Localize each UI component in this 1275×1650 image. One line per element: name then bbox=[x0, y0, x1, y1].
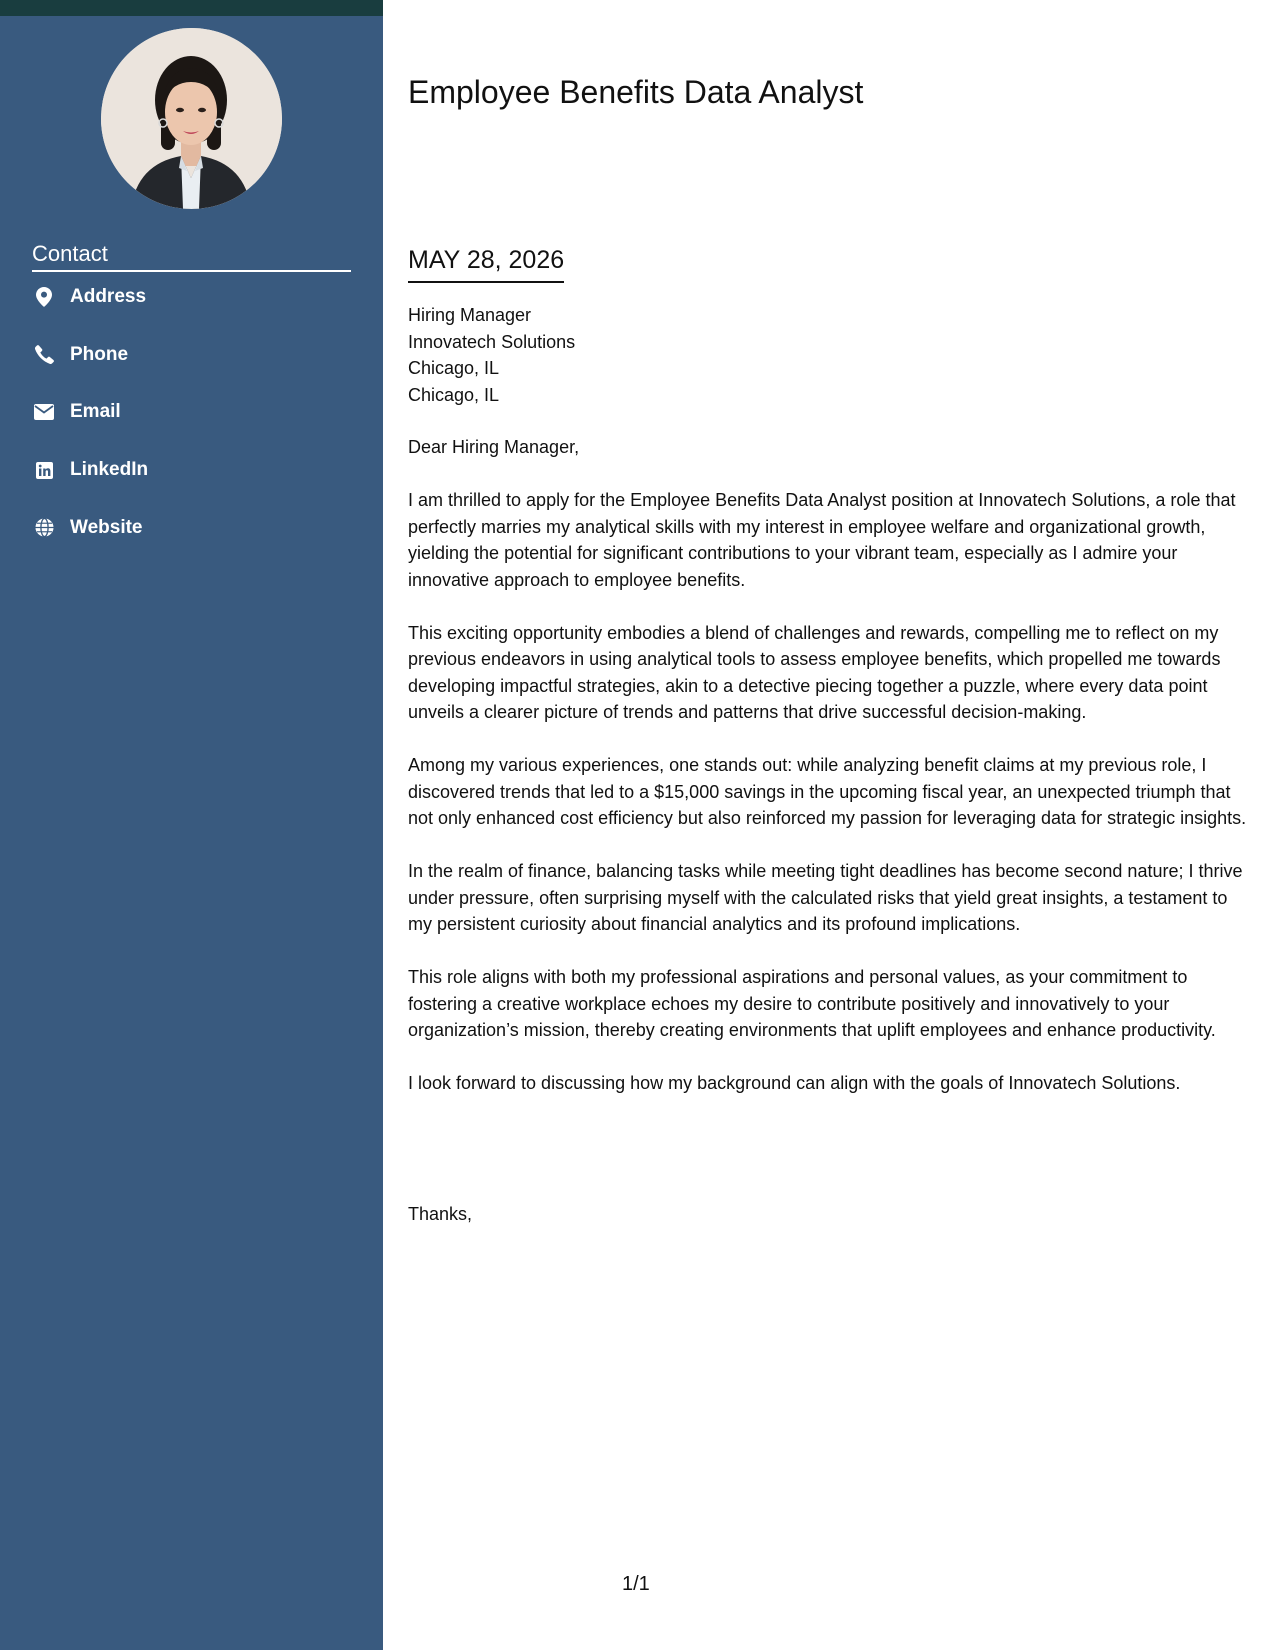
signoff: Thanks, bbox=[408, 1204, 473, 1224]
map-pin-icon bbox=[32, 285, 56, 309]
body-paragraph: This role aligns with both my professional aspirations and personal values, as your commitment to fostering a creative workplace echoes my desire to contribute positively and innovatively to your organization’s mission, thereby creating environments that uplift employees and enhance productivity. bbox=[408, 967, 1216, 1040]
recipient-line: Chicago, IL bbox=[408, 384, 500, 405]
linkedin-icon bbox=[32, 458, 56, 482]
document-title: Employee Benefits Data Analyst bbox=[408, 74, 864, 110]
page-number: 1/1 bbox=[622, 1573, 650, 1595]
recipient-line: Chicago, IL bbox=[408, 358, 500, 378]
contact-item-website[interactable] bbox=[32, 513, 148, 543]
profile-photo bbox=[101, 28, 282, 209]
contact-item-email[interactable] bbox=[32, 397, 148, 427]
recipient-line: Hiring Manager bbox=[408, 305, 532, 325]
contact-label-linkedin: LinkedIn bbox=[70, 459, 149, 481]
letter-body bbox=[408, 434, 1248, 1123]
sidebar bbox=[0, 0, 383, 1650]
contact-list bbox=[32, 282, 148, 570]
avatar bbox=[101, 28, 282, 209]
contact-item-phone[interactable] bbox=[32, 340, 148, 370]
body-paragraph: I look forward to discussing how my background can align with the goals of Innovatech Solutions. bbox=[408, 1073, 1181, 1093]
envelope-icon bbox=[32, 400, 56, 424]
globe-icon bbox=[32, 516, 56, 540]
contact-label-phone: Phone bbox=[70, 343, 129, 365]
body-paragraph: I am thrilled to apply for the Employee Benefits Data Analyst position at Innovatech Solutions, a role that perfectly marries my analytical skills with my interest in employee welfare and organizational growth, yielding the potential for significant contributions to your vibrant team, especially as I admire your innovative approach to employee benefits. bbox=[408, 490, 1236, 590]
phone-icon bbox=[32, 343, 56, 367]
salutation: Dear Hiring Manager, bbox=[408, 437, 580, 457]
recipient-block bbox=[408, 302, 575, 408]
letter-date: MAY 28, 2026 bbox=[408, 244, 564, 283]
contact-label-email: Email bbox=[70, 401, 121, 423]
contact-item-address[interactable] bbox=[32, 282, 148, 312]
contact-label-address: Address bbox=[70, 286, 147, 307]
body-paragraph: This exciting opportunity embodies a blend of challenges and rewards, compelling me to reflect on my previous endeavors in using analytical tools to assess employee benefits, which propelled me towards developing impactful strategies, akin to a detective piecing together a puzzle, where every data point unveils a clearer picture of trends and patterns that drive successful decision-making. bbox=[408, 622, 1221, 722]
contact-heading: Contact bbox=[32, 240, 351, 272]
date-block bbox=[408, 244, 564, 283]
recipient-line: Innovatech Solutions bbox=[408, 331, 576, 352]
contact-label-website: Website bbox=[70, 516, 143, 538]
body-paragraph: In the realm of finance, balancing tasks while meeting tight deadlines has become second nature; I thrive under pressure, often surprising myself with the calculated risks that yield great insights, a testament to my persistent curiosity about financial analytics and its profound implications. bbox=[408, 861, 1243, 934]
body-paragraph: Among my various experiences, one stands out: while analyzing benefit claims at my previous role, I discovered trends that led to a $15,000 savings in the upcoming fiscal year, an unexpected triumph that not only enhanced cost efficiency but also reinforced my passion for leveraging data for strategic insights. bbox=[408, 755, 1247, 828]
contact-item-linkedin[interactable] bbox=[32, 455, 148, 485]
sidebar-top-band bbox=[0, 0, 383, 16]
